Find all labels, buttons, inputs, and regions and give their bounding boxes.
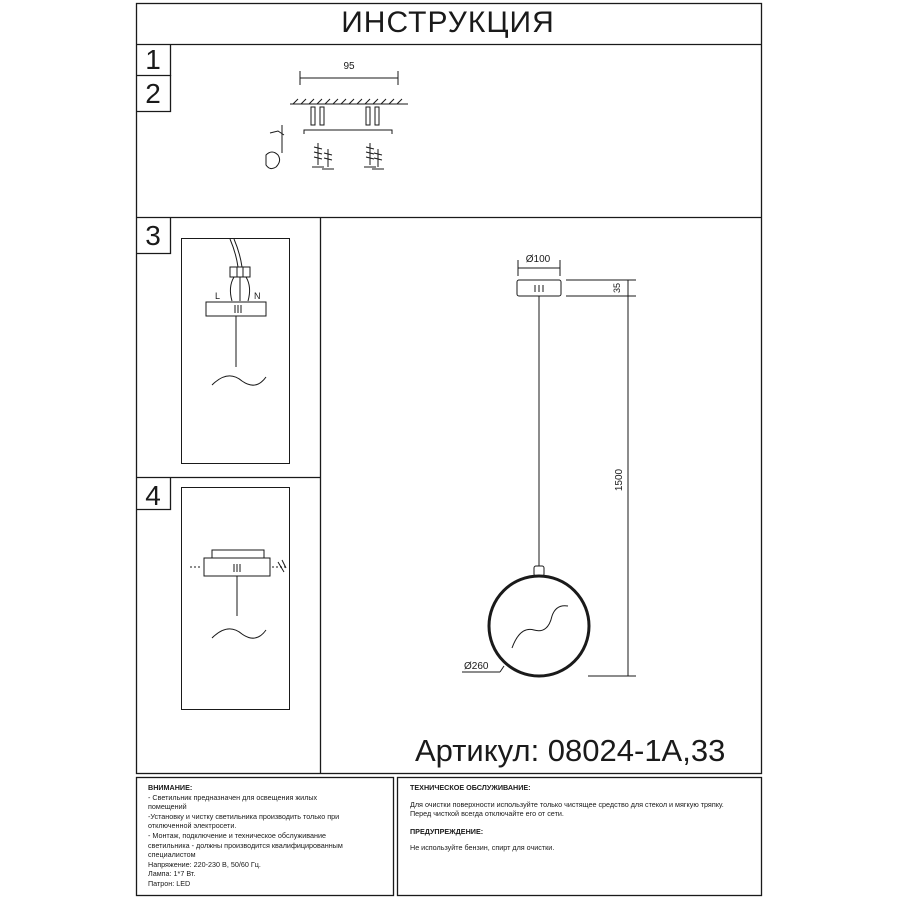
socket-spec: Патрон: LED	[148, 878, 191, 888]
caution-title: ПРЕДУПРЕЖДЕНИЕ:	[410, 826, 484, 836]
maintenance-line: Перед чисткой всегда отключайте его от сети.	[410, 809, 564, 819]
article-number: Артикул: 08024-1А,33	[415, 733, 726, 768]
ring-diameter-label: Ø260	[464, 661, 489, 672]
warning-line: -Установку и чистку светильника производить только при	[148, 811, 340, 821]
caution-line: Не используйте бензин, спирт для очистки.	[410, 843, 555, 853]
warning-title: ВНИМАНИЕ:	[148, 783, 193, 792]
maintenance-line: Для очистки поверхности используйте только чистящее средство для стекол и мягкую тряпку.	[410, 799, 724, 809]
wire-label-l: L	[215, 291, 221, 301]
maintenance-notes	[410, 783, 755, 853]
page-title: ИНСТРУКЦИЯ	[341, 6, 555, 39]
warning-line: - Монтаж, подключение и техническое обслуживание	[148, 830, 326, 840]
warning-line: отключенной электросети.	[148, 821, 237, 831]
warning-line: светильника - должны производится квалифицированным	[148, 840, 343, 850]
step-number-3: 3	[145, 220, 161, 251]
warning-line: помещений	[148, 802, 187, 812]
warning-line: - Светильник предназначен для освещения жилых	[148, 792, 318, 802]
wire-label-n: N	[254, 291, 261, 301]
step-number-4: 4	[145, 480, 161, 511]
product-dimension-drawing	[460, 240, 650, 690]
step-number-1: 1	[145, 44, 161, 75]
hole-spacing-label: 95	[343, 61, 355, 72]
cable-length-label: 1500	[614, 468, 625, 492]
step-number-2: 2	[145, 78, 161, 109]
step2-mounting-diagram	[260, 55, 420, 180]
step3-wiring-diagram	[182, 239, 289, 463]
lamp-spec: Лампа: 1*7 Вт.	[148, 869, 196, 879]
maintenance-title: ТЕХНИЧЕСКОЕ ОБСЛУЖИВАНИЕ:	[410, 783, 531, 792]
warning-line: специалистом	[148, 850, 196, 860]
voltage-spec: Напряжение: 220-230 В, 50/60 Гц.	[148, 859, 261, 869]
canopy-height-label: 35	[612, 282, 622, 294]
warning-notes	[148, 783, 388, 889]
canopy-diameter-label: Ø100	[525, 254, 551, 265]
step4-fixing-diagram	[182, 488, 289, 709]
